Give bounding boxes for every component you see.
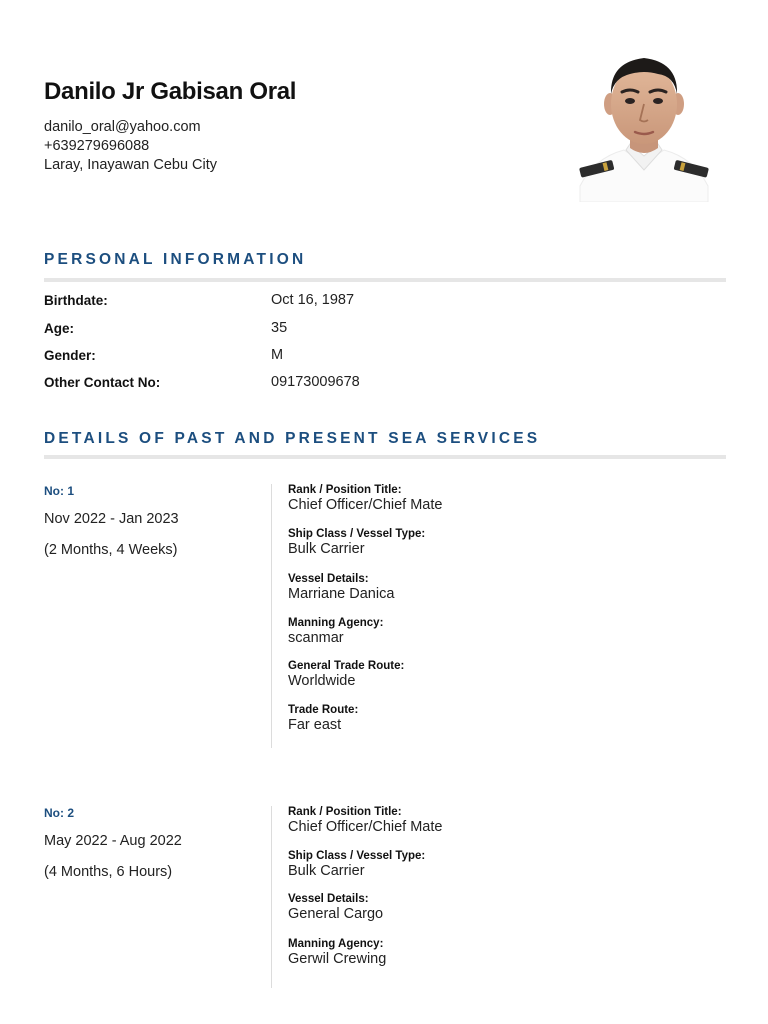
section-divider [44,455,726,459]
field-label: Rank / Position Title: [288,806,402,818]
portrait-illustration [574,46,714,202]
personal-info-heading: PERSONAL INFORMATION [44,251,307,268]
field-label: Manning Agency: [288,617,384,629]
field-value: Bulk Carrier [288,541,365,557]
gender-label: Gender: [44,348,96,363]
field-value: Chief Officer/Chief Mate [288,497,443,513]
trade-route-field [288,704,718,734]
field-value: scanmar [288,630,344,646]
entry-date-range: Nov 2022 - Jan 2023 [44,511,179,527]
field-label: Vessel Details: [288,893,369,905]
applicant-name: Danilo Jr Gabisan Oral [44,78,297,105]
field-label: Rank / Position Title: [288,484,402,496]
entry-divider [271,484,272,748]
field-value: Bulk Carrier [288,863,365,879]
field-label: Ship Class / Vessel Type: [288,528,426,540]
ship-class-field [288,528,718,558]
entry-number: No: 1 [44,484,74,498]
field-label: Trade Route: [288,704,359,716]
manning-agency-field [288,938,718,968]
age-value: 35 [271,320,288,336]
other-contact-value: 09173009678 [271,374,360,390]
field-value: Chief Officer/Chief Mate [288,819,443,835]
general-trade-route-field [288,660,718,690]
manning-agency-field [288,617,718,647]
entry-number: No: 2 [44,806,74,820]
field-value: General Cargo [288,906,384,922]
address-text: Laray, Inayawan Cebu City [44,157,218,173]
contact-block [44,118,217,175]
phone-text: +639279696088 [44,138,150,154]
profile-photo [574,46,714,202]
rank-field [288,484,718,514]
birthdate-value: Oct 16, 1987 [271,292,355,308]
field-label: General Trade Route: [288,660,405,672]
field-value: Gerwil Crewing [288,951,387,967]
entry-divider [271,806,272,988]
entry-duration: (4 Months, 6 Hours) [44,864,173,880]
vessel-details-field [288,893,718,923]
age-label: Age: [44,321,74,336]
other-contact-label: Other Contact No: [44,375,161,390]
vessel-details-field [288,573,718,603]
birthdate-label: Birthdate: [44,293,108,308]
section-divider [44,278,726,282]
field-value: Far east [288,717,342,733]
field-label: Vessel Details: [288,573,369,585]
field-label: Manning Agency: [288,938,384,950]
email-text: danilo_oral@yahoo.com [44,119,201,135]
entry-date-range: May 2022 - Aug 2022 [44,833,182,849]
sea-services-heading: DETAILS OF PAST AND PRESENT SEA SERVICES [44,430,541,447]
field-value: Marriane Danica [288,586,395,602]
field-value: Worldwide [288,673,356,689]
entry-duration: (2 Months, 4 Weeks) [44,542,178,558]
field-label: Ship Class / Vessel Type: [288,850,426,862]
rank-field [288,806,718,836]
gender-value: M [271,347,284,363]
ship-class-field [288,850,718,880]
